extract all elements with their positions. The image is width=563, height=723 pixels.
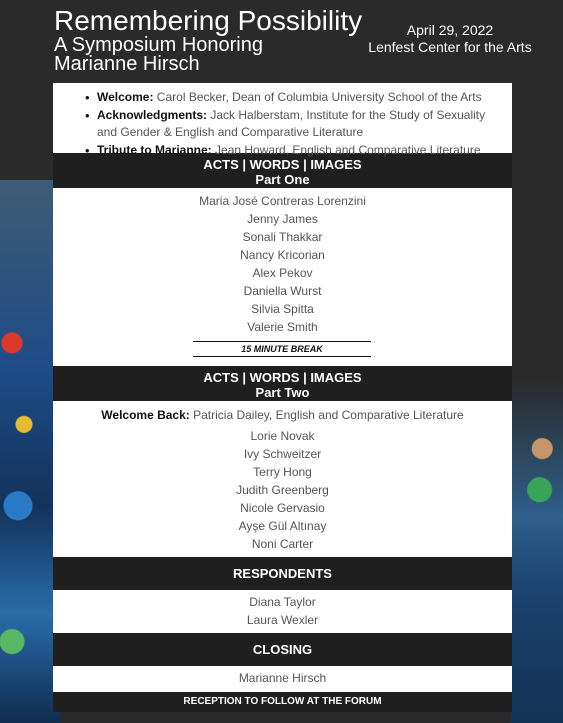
event-venue: Lenfest Center for the Arts — [368, 39, 532, 55]
closing-heading — [53, 633, 512, 666]
item-text: Jean Howard, English and Comparative Literature — [211, 142, 481, 157]
list-item: Alex Pekov — [252, 266, 313, 280]
item-text: Carol Becker, Dean of Columbia University School of the Arts — [153, 90, 482, 104]
event-date: April 29, 2022 — [406, 22, 494, 38]
subtitle-line: A Symposium Honoring — [54, 34, 263, 56]
item-label: Tribute to Marianne: — [97, 142, 212, 157]
section-title: RESPONDENTS — [233, 566, 332, 581]
item-text: Jack Halberstam, Institute for the Study of Sexuality and Gender & English and Comparative Literature — [97, 107, 486, 139]
list-item: Terry Hong — [253, 465, 312, 479]
list-item: Nicole Gervasio — [240, 501, 325, 515]
respondents-names — [53, 590, 512, 633]
list-item: Laura Wexler — [246, 613, 319, 627]
list-item — [85, 89, 502, 107]
item-label: Acknowledgments: — [97, 107, 208, 122]
list-item: Daniella Wurst — [243, 284, 322, 298]
list-item: Jenny James — [247, 212, 318, 226]
list-item: Maria José Contreras Lorenzini — [199, 194, 366, 208]
list-item: Silvia Spitta — [251, 302, 314, 316]
item-label: Welcome: — [97, 90, 154, 104]
page-subtitle — [54, 36, 314, 74]
program-content — [53, 83, 512, 712]
part-one-names — [53, 188, 512, 366]
part-two-names — [53, 401, 512, 557]
list-item: Noni Carter — [251, 537, 314, 551]
list-item: Judith Greenberg — [236, 483, 329, 497]
closing-names — [53, 666, 512, 692]
opening-list — [83, 89, 502, 159]
section-title: ACTS | WORDS | IMAGES — [203, 370, 362, 385]
section-title: ACTS | WORDS | IMAGES — [203, 157, 362, 172]
section-title: CLOSING — [252, 642, 313, 657]
collage-artwork-right — [511, 380, 563, 723]
reception-footer: RECEPTION TO FOLLOW AT THE FORUM — [53, 692, 512, 712]
welcome-back — [53, 403, 512, 427]
opening-remarks — [53, 83, 512, 157]
item-text: Patricia Dailey, English and Comparative Literature — [189, 408, 464, 422]
break-label: 15 MINUTE BREAK — [193, 341, 371, 357]
list-item: Nancy Kricorian — [240, 248, 325, 262]
list-item: Lorie Novak — [250, 429, 315, 443]
list-item: Diana Taylor — [249, 595, 316, 609]
list-item: Ayşe Gül Altınay — [238, 519, 327, 533]
section-subtitle: Part One — [255, 172, 310, 187]
header — [0, 0, 563, 82]
page-title: Remembering Possibility — [54, 5, 363, 36]
collage-artwork-left — [0, 180, 60, 723]
section-subtitle: Part Two — [255, 385, 310, 400]
list-item: Valerie Smith — [247, 320, 318, 334]
list-item: Ivy Schweitzer — [243, 447, 322, 461]
list-item — [85, 107, 502, 142]
list-item: Marianne Hirsch — [238, 671, 327, 685]
list-item: Sonali Thakkar — [242, 230, 323, 244]
event-details — [360, 22, 540, 56]
part-two-heading — [53, 366, 512, 401]
subtitle-line: Marianne Hirsch — [54, 53, 200, 75]
item-label: Welcome Back: — [101, 408, 190, 422]
break-row — [53, 336, 512, 366]
respondents-heading — [53, 557, 512, 590]
list-item — [85, 142, 502, 160]
